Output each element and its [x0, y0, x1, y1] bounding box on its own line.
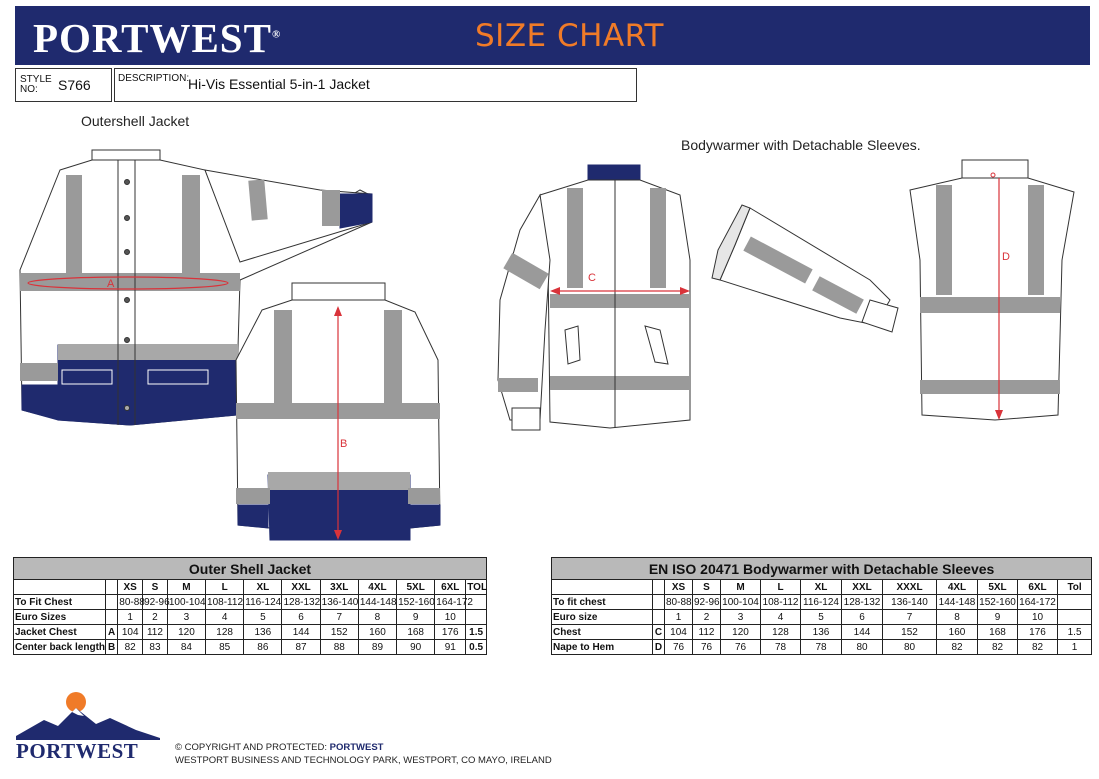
- size-header: XXXL: [883, 580, 937, 595]
- style-label: STYLE NO:: [20, 74, 52, 95]
- table-cell: 4: [206, 610, 244, 625]
- tol-cell: 0.5: [466, 640, 487, 655]
- table-cell: 88: [320, 640, 358, 655]
- row-label: Jacket Chest: [14, 625, 106, 640]
- marker-d: D: [1002, 251, 1010, 263]
- bodywarmer-size-header-row: [552, 580, 1092, 595]
- size-header: 4XL: [937, 580, 978, 595]
- detached-sleeve-drawing: [712, 205, 898, 332]
- marker-a: A: [107, 278, 115, 290]
- table-cell: 152: [883, 625, 937, 640]
- table-cell: 84: [167, 640, 205, 655]
- table-cell: 4: [761, 610, 801, 625]
- table-row: [14, 595, 487, 610]
- row-key: [105, 610, 117, 625]
- bodywarmer-size-table: [551, 557, 1092, 655]
- table-cell: 85: [206, 640, 244, 655]
- bodywarmer-table-title-row: [552, 558, 1092, 580]
- row-label: Center back length: [15, 641, 106, 653]
- table-cell: 86: [244, 640, 282, 655]
- table-cell: 152-160: [398, 596, 435, 608]
- tol-cell: [1058, 595, 1092, 610]
- size-header: L: [761, 580, 801, 595]
- tol-cell: 1: [1058, 640, 1092, 655]
- bodywarmer-front-drawing: [498, 165, 690, 430]
- table-row: [552, 625, 1092, 640]
- table-cell: 144: [282, 625, 320, 640]
- outer-shell-size-table: [13, 557, 487, 655]
- table-cell: 76: [665, 640, 693, 655]
- size-header: XXL: [842, 580, 883, 595]
- table-cell: 82: [118, 640, 143, 655]
- size-header: S: [143, 580, 168, 595]
- table-cell: 136-140: [883, 595, 937, 610]
- table-cell: 160: [937, 625, 978, 640]
- bodywarmer-back-drawing: [910, 160, 1074, 420]
- row-key: [653, 595, 665, 610]
- tol-cell: [466, 610, 487, 625]
- copyright-text: © COPYRIGHT AND PROTECTED: PORTWEST: [175, 742, 384, 753]
- table-cell: 8: [937, 610, 978, 625]
- bodywarmer-caption: Bodywarmer with Detachable Sleeves.: [681, 137, 921, 153]
- page-title: SIZE CHART: [475, 18, 664, 54]
- table-cell: 100-104: [168, 596, 206, 608]
- table-cell: 5: [801, 610, 842, 625]
- table-cell: 108-112: [207, 596, 244, 608]
- table-cell: 7: [320, 610, 358, 625]
- description-label: DESCRIPTION:: [118, 73, 190, 84]
- table-cell: 104: [118, 625, 143, 640]
- size-header: M: [721, 580, 761, 595]
- table-cell: 168: [397, 625, 435, 640]
- table-cell: 87: [282, 640, 320, 655]
- table-cell: 136: [801, 625, 842, 640]
- table-cell: 144: [842, 625, 883, 640]
- table-cell: 76: [721, 640, 761, 655]
- table-cell: 3: [167, 610, 205, 625]
- row-key: [653, 610, 665, 625]
- table-cell: 82: [937, 640, 978, 655]
- table-row: [552, 595, 1092, 610]
- table-cell: 6: [842, 610, 883, 625]
- table-cell: 116-124: [245, 596, 282, 608]
- table-cell: 2: [143, 610, 168, 625]
- table-cell: 76: [693, 640, 721, 655]
- table-cell: 80: [842, 640, 883, 655]
- size-header: XS: [118, 580, 143, 595]
- size-header: 6XL: [1018, 580, 1058, 595]
- size-header: 5XL: [397, 580, 435, 595]
- table-cell: 91: [435, 640, 466, 655]
- table-cell: 176: [1018, 625, 1058, 640]
- table-cell: 128: [206, 625, 244, 640]
- table-cell: 128: [761, 625, 801, 640]
- table-cell: 3: [721, 610, 761, 625]
- table-cell: 112: [143, 625, 168, 640]
- row-label: Euro Sizes: [14, 610, 106, 625]
- table-cell: 92-96: [694, 596, 720, 608]
- size-header: 3XL: [320, 580, 358, 595]
- table-cell: 78: [761, 640, 801, 655]
- row-label: Euro size: [552, 610, 653, 625]
- table-cell: 7: [883, 610, 937, 625]
- table-cell: 1: [118, 610, 143, 625]
- outer-size-header-row: [14, 580, 487, 595]
- table-cell: 120: [167, 625, 205, 640]
- table-row: [552, 610, 1092, 625]
- size-header: 6XL: [435, 580, 466, 595]
- table-cell: 78: [801, 640, 842, 655]
- table-cell: 136-140: [321, 596, 359, 608]
- brand-logo: PORTWEST®: [33, 15, 282, 61]
- row-key: C: [653, 625, 665, 640]
- size-header: XS: [665, 580, 693, 595]
- table-cell: 120: [721, 625, 761, 640]
- table-cell: 100-104: [722, 596, 759, 608]
- footer-brand: PORTWEST: [16, 739, 139, 763]
- row-label: Chest: [552, 625, 653, 640]
- size-header: 5XL: [978, 580, 1018, 595]
- table-cell: 128-132: [283, 596, 321, 608]
- table-cell: 9: [397, 610, 435, 625]
- row-key: B: [105, 640, 117, 655]
- size-header: XL: [244, 580, 282, 595]
- table-cell: 6: [282, 610, 320, 625]
- tol-header: TOL: [467, 581, 488, 593]
- table-cell: 10: [1018, 610, 1058, 625]
- table-cell: 152: [320, 625, 358, 640]
- table-cell: 2: [693, 610, 721, 625]
- table-cell: 152-160: [979, 596, 1016, 608]
- table-cell: 83: [143, 640, 168, 655]
- outer-table-title-row: [14, 558, 487, 580]
- size-header: 4XL: [358, 580, 396, 595]
- size-header: M: [167, 580, 205, 595]
- description-value: Hi-Vis Essential 5-in-1 Jacket: [188, 76, 370, 92]
- table-cell: 104: [665, 625, 693, 640]
- size-header: XXL: [282, 580, 320, 595]
- table-cell: 80-88: [666, 596, 692, 608]
- table-cell: 164-172: [436, 596, 473, 608]
- table-cell: 164-172: [1019, 596, 1056, 608]
- row-label: To Fit Chest: [14, 595, 106, 610]
- outer-table-title: Outer Shell Jacket: [14, 558, 487, 580]
- size-header: L: [206, 580, 244, 595]
- tol-cell: 1.5: [1058, 625, 1092, 640]
- tol-header: Tol: [1058, 580, 1092, 595]
- table-cell: 160: [358, 625, 396, 640]
- row-label: To fit chest: [552, 595, 653, 610]
- table-cell: 144-148: [937, 595, 978, 610]
- table-cell: 90: [397, 640, 435, 655]
- table-cell: 168: [978, 625, 1018, 640]
- tol-cell: [1058, 610, 1092, 625]
- bodywarmer-table-title: EN ISO 20471 Bodywarmer with Detachable Sleeves: [552, 558, 1092, 580]
- table-cell: 144-148: [359, 596, 397, 608]
- marker-c: C: [588, 272, 596, 284]
- table-row: [14, 610, 487, 625]
- style-number: S766: [58, 77, 91, 93]
- table-cell: 8: [358, 610, 396, 625]
- table-cell: 82: [1018, 640, 1058, 655]
- table-row: [14, 640, 487, 655]
- table-cell: 80-88: [119, 596, 145, 608]
- table-row: [552, 640, 1092, 655]
- table-cell: 80: [883, 640, 937, 655]
- table-cell: 112: [693, 625, 721, 640]
- row-key: A: [105, 625, 117, 640]
- row-key: [105, 595, 117, 610]
- row-key: D: [653, 640, 665, 655]
- table-cell: 9: [978, 610, 1018, 625]
- address-text: WESTPORT BUSINESS AND TECHNOLOGY PARK, WESTPORT, CO MAYO, IRELAND: [175, 755, 552, 766]
- row-label: Nape to Hem: [552, 640, 653, 655]
- table-cell: 1: [665, 610, 693, 625]
- table-cell: 5: [244, 610, 282, 625]
- size-header: S: [693, 580, 721, 595]
- table-row: [14, 625, 487, 640]
- outershell-back-drawing: [236, 283, 440, 540]
- table-cell: 89: [358, 640, 396, 655]
- table-cell: 82: [978, 640, 1018, 655]
- table-cell: 108-112: [761, 595, 801, 610]
- outershell-caption: Outershell Jacket: [81, 113, 190, 129]
- table-cell: 176: [435, 625, 466, 640]
- size-header: XL: [801, 580, 842, 595]
- tol-cell: 1.5: [466, 625, 487, 640]
- table-cell: 128-132: [842, 595, 883, 610]
- table-cell: 10: [435, 610, 466, 625]
- table-cell: 136: [244, 625, 282, 640]
- table-cell: 92-96: [144, 596, 170, 608]
- table-cell: 116-124: [801, 595, 842, 610]
- marker-b: B: [340, 438, 348, 450]
